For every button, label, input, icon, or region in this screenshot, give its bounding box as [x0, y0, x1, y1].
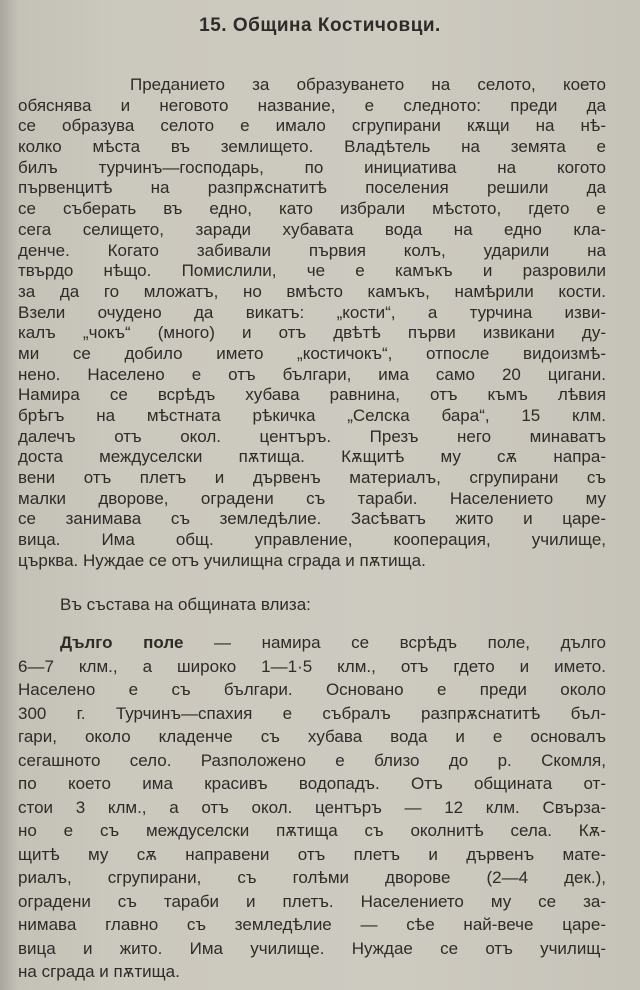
- text-line: риалъ, сгрупирани, съ голѣми дворове (2—4 дек.),: [18, 868, 606, 887]
- section-title: 15. Община Костичовци.: [199, 15, 441, 36]
- text-line: вица. Има общ. управление, кооперация, училище,: [18, 530, 606, 550]
- text-line: вица и жито. Има училище. Нуждае се отъ училищ-: [18, 938, 606, 958]
- text-line: Взели очудено да викатъ: „кости“, а турчина изви-: [18, 302, 606, 322]
- text-line: но е съ междуселски пѫтища съ околнитѣ села. Кѫ-: [18, 821, 606, 840]
- text-line: брѣгъ на мѣстната рѣкичка „Селска бара“, 15 клм.: [18, 406, 606, 425]
- text-line: билъ турчинъ—господарь, по инициатива на когото: [18, 157, 606, 177]
- text-line: [18, 631, 606, 655]
- text-line: оградени съ тараби и плетъ. Населението му се за-: [18, 891, 606, 911]
- text-line-rest: — намира се всрѣдъ поле, дълго: [214, 633, 606, 652]
- subheading-villages: Въ състава на общината влиза:: [60, 595, 311, 614]
- paragraph-dalgo-pole: [18, 631, 606, 984]
- text-line: щитѣ му сѫ направени отъ плетъ и дървенъ мате-: [18, 844, 606, 864]
- text-line: далечъ отъ окол. центъръ. Презъ него минаватъ: [18, 426, 606, 446]
- text-line: денче. Когато забивали първия колъ, ударили на: [18, 240, 606, 260]
- text-line: сегашното село. Разположено е близо до р. Скомля,: [18, 750, 606, 770]
- text-line: калъ „чокъ“ (много) и отъ двѣтѣ първи извикани ду-: [18, 323, 606, 343]
- text-line: за да го мложатъ, но вмѣсто камъкъ, намѣрили кости.: [18, 281, 606, 301]
- text-line: се съберать въ едно, като избрали мѣстото, гдето е: [18, 199, 606, 219]
- text-line: обяснява и неговото название, е следното: преди да: [18, 95, 606, 115]
- text-line: гари, около кладенче съ хубава вода и е основалъ: [18, 727, 606, 746]
- text-line: първенцитѣ на разпрѫснатитѣ поселения решили да: [18, 178, 606, 198]
- text-line: вени отъ плетъ и дървенъ материалъ, сгрупирани съ: [18, 468, 606, 488]
- text-line: колко мѣста въ землището. Владѣтель на земята е: [18, 137, 606, 157]
- text-line: църква. Нуждае се отъ училищна сграда и пѫтища.: [18, 550, 426, 570]
- village-name: Дълго поле: [60, 633, 184, 652]
- text-line: Намира се всрѣдъ хубава равнина, отъ къмъ лѣвия: [18, 385, 606, 405]
- text-line: ми се добило името „костичокъ“, отпосле видоизмѣ-: [18, 343, 606, 363]
- text-line: стои 3 клм., а отъ окол. центъръ — 12 клм. Свърза-: [18, 797, 606, 817]
- text-line: доста междуселски пѫтища. Кѫщитѣ му сѫ напра-: [18, 447, 606, 467]
- text-line: сега селището, заради хубавата вода на едно кла-: [18, 219, 606, 239]
- text-line: на сграда и пѫтища.: [18, 962, 180, 981]
- text-line: 300 г. Турчинъ—спахия е събралъ разпрѫснатитѣ бъл-: [18, 703, 606, 723]
- text-line: малки дворове, оградени съ тараби. Населението му: [18, 488, 606, 508]
- text-line: се образува селото е имало сгрупирани кѫщи на нѣ-: [18, 116, 606, 136]
- text-line: 6—7 клм., а широко 1—1·5 клм., отъ гдето и името.: [18, 656, 606, 676]
- paragraph-village-origin: [18, 75, 606, 572]
- text-line: Преданието за образуването на селото, което: [130, 75, 606, 94]
- text-line: по което има красивъ водопадъ. Отъ общината от-: [18, 774, 606, 793]
- text-line: твърдо нѣщо. Помислили, че е камъкъ и разровили: [18, 261, 606, 281]
- text-line: нено. Населено е отъ българи, има само 20 цигани.: [18, 364, 606, 384]
- text-line: се занимава съ земледѣлие. Засѣватъ жито и царе-: [18, 509, 606, 529]
- text-line: нимава главно съ земледѣлие — сѣе най-вече царе-: [18, 915, 606, 934]
- text-line: Населено е съ българи. Основано е преди около: [18, 680, 606, 699]
